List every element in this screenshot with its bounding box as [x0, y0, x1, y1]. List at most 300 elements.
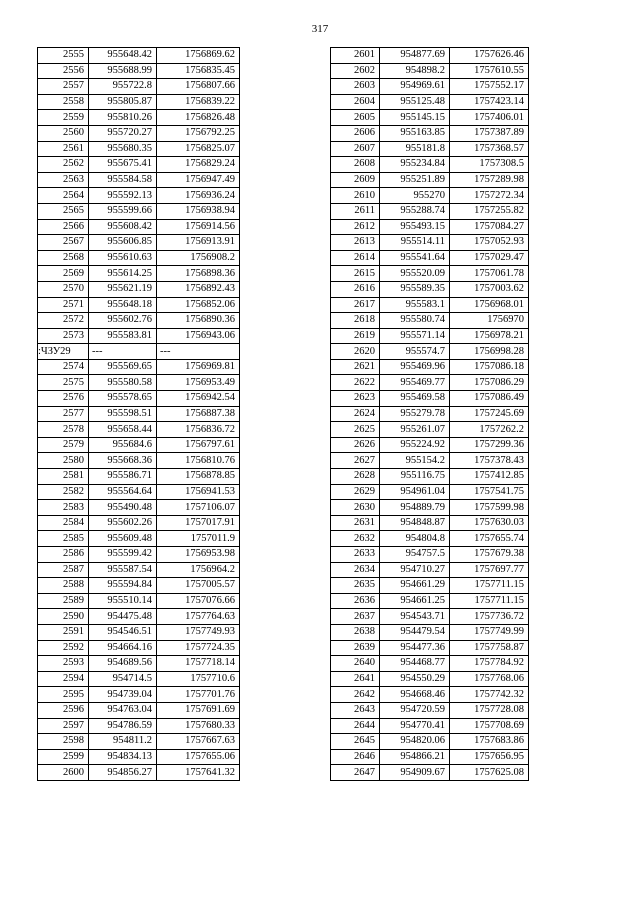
x-coordinate-cell: 954546.51 [89, 624, 157, 640]
x-coordinate-cell: 955145.15 [380, 110, 450, 126]
table-row [38, 687, 240, 703]
y-coordinate-cell: 1757749.99 [450, 624, 529, 640]
y-coordinate-cell: 1756807.66 [157, 79, 240, 95]
x-coordinate-cell: 955688.99 [89, 63, 157, 79]
point-number-cell: 2620 [331, 344, 380, 360]
x-coordinate-cell: 954477.36 [380, 640, 450, 656]
table-row [331, 391, 529, 407]
y-coordinate-cell: 1757697.77 [450, 562, 529, 578]
x-coordinate-cell: 954889.79 [380, 500, 450, 516]
x-coordinate-cell: 955224.92 [380, 437, 450, 453]
table-row [38, 671, 240, 687]
y-coordinate-cell: 1757667.63 [157, 734, 240, 750]
y-coordinate-cell: 1757011.9 [157, 531, 240, 547]
x-coordinate-cell: 955584.58 [89, 172, 157, 188]
point-number-cell: 2639 [331, 640, 380, 656]
point-number-cell: 2616 [331, 281, 380, 297]
x-coordinate-cell: 954668.46 [380, 687, 450, 703]
point-number-cell: 2579 [38, 437, 89, 453]
y-coordinate-cell: 1756936.24 [157, 188, 240, 204]
point-number-cell: 2593 [38, 656, 89, 672]
table-row [331, 484, 529, 500]
y-coordinate-cell: 1756943.06 [157, 328, 240, 344]
point-number-cell: 2565 [38, 203, 89, 219]
y-coordinate-cell: 1757272.34 [450, 188, 529, 204]
point-number-cell: 2601 [331, 48, 380, 64]
y-coordinate-cell: 1757683.86 [450, 734, 529, 750]
point-number-cell: 2647 [331, 765, 380, 781]
x-coordinate-cell: 955510.14 [89, 593, 157, 609]
point-number-cell: 2621 [331, 359, 380, 375]
x-coordinate-cell: 955234.84 [380, 157, 450, 173]
y-coordinate-cell: 1757655.74 [450, 531, 529, 547]
y-coordinate-cell: 1757387.89 [450, 125, 529, 141]
table-row [331, 547, 529, 563]
point-number-cell: 2614 [331, 250, 380, 266]
table-row [38, 515, 240, 531]
x-coordinate-cell: 955181.8 [380, 141, 450, 157]
table-row [38, 656, 240, 672]
point-number-cell: 2556 [38, 63, 89, 79]
table-row [331, 203, 529, 219]
point-number-cell: 2608 [331, 157, 380, 173]
y-coordinate-cell: 1756810.76 [157, 453, 240, 469]
x-coordinate-cell: 955602.76 [89, 313, 157, 329]
point-number-cell: 2602 [331, 63, 380, 79]
y-coordinate-cell: 1756878.85 [157, 469, 240, 485]
point-number-cell: 2577 [38, 406, 89, 422]
table-row [331, 157, 529, 173]
x-coordinate-cell: 955163.85 [380, 125, 450, 141]
table-row [331, 141, 529, 157]
x-coordinate-cell: 955648.42 [89, 48, 157, 64]
point-number-cell: 2587 [38, 562, 89, 578]
x-coordinate-cell: 955684.6 [89, 437, 157, 453]
point-number-cell: 2605 [331, 110, 380, 126]
y-coordinate-cell: 1756908.2 [157, 250, 240, 266]
x-coordinate-cell: 955270 [380, 188, 450, 204]
point-number-cell: 2580 [38, 453, 89, 469]
table-row [38, 328, 240, 344]
table-row [38, 640, 240, 656]
y-coordinate-cell: 1756998.28 [450, 344, 529, 360]
x-coordinate-cell: 955610.63 [89, 250, 157, 266]
section-label-cell: :ЧЗУ29 [38, 344, 89, 360]
table-row [331, 624, 529, 640]
point-number-cell: 2560 [38, 125, 89, 141]
x-coordinate-cell: 955261.07 [380, 422, 450, 438]
point-number-cell: 2625 [331, 422, 380, 438]
point-number-cell: 2559 [38, 110, 89, 126]
point-number-cell: 2631 [331, 515, 380, 531]
y-coordinate-cell: 1757599.98 [450, 500, 529, 516]
y-coordinate-cell: 1757003.62 [450, 281, 529, 297]
table-row [331, 406, 529, 422]
y-coordinate-cell: 1756969.81 [157, 359, 240, 375]
table-row [331, 531, 529, 547]
y-coordinate-cell: 1756898.36 [157, 266, 240, 282]
point-number-cell: 2561 [38, 141, 89, 157]
point-number-cell: 2644 [331, 718, 380, 734]
x-coordinate-cell: 955490.48 [89, 500, 157, 516]
x-coordinate-cell: 955589.35 [380, 281, 450, 297]
x-coordinate-cell: 955583.1 [380, 297, 450, 313]
y-coordinate-cell: 1757086.29 [450, 375, 529, 391]
point-number-cell: 2606 [331, 125, 380, 141]
x-coordinate-cell: 955648.18 [89, 297, 157, 313]
y-coordinate-cell: 1757708.69 [450, 718, 529, 734]
point-number-cell: 2564 [38, 188, 89, 204]
table-row [331, 281, 529, 297]
point-number-cell: 2571 [38, 297, 89, 313]
table-row [38, 125, 240, 141]
y-coordinate-cell: 1757289.98 [450, 172, 529, 188]
y-coordinate-cell: 1757656.95 [450, 749, 529, 765]
x-coordinate-cell: 954468.77 [380, 656, 450, 672]
table-row [38, 469, 240, 485]
x-coordinate-cell: 955805.87 [89, 94, 157, 110]
point-number-cell: 2572 [38, 313, 89, 329]
y-coordinate-cell: 1756941.53 [157, 484, 240, 500]
table-row [331, 235, 529, 251]
table-row [38, 609, 240, 625]
table-row [331, 422, 529, 438]
y-coordinate-cell: 1756826.48 [157, 110, 240, 126]
table-row [38, 94, 240, 110]
table-row [331, 749, 529, 765]
page-number: 317 [311, 23, 329, 35]
x-coordinate-cell: 955586.71 [89, 469, 157, 485]
table-row [331, 266, 529, 282]
y-coordinate-cell: 1756953.49 [157, 375, 240, 391]
y-coordinate-cell: 1757736.72 [450, 609, 529, 625]
point-number-cell: 2595 [38, 687, 89, 703]
y-coordinate-cell: 1757076.66 [157, 593, 240, 609]
y-coordinate-cell: 1757742.32 [450, 687, 529, 703]
table-row [38, 110, 240, 126]
table-row [38, 250, 240, 266]
point-number-cell: 2563 [38, 172, 89, 188]
x-coordinate-cell: 955279.78 [380, 406, 450, 422]
table-row [331, 125, 529, 141]
table-row [38, 172, 240, 188]
point-number-cell: 2610 [331, 188, 380, 204]
y-coordinate-cell: 1756938.94 [157, 203, 240, 219]
point-number-cell: 2599 [38, 749, 89, 765]
table-row [38, 718, 240, 734]
point-number-cell: 2574 [38, 359, 89, 375]
y-coordinate-cell: 1757262.2 [450, 422, 529, 438]
y-coordinate-cell: 1757412.85 [450, 469, 529, 485]
x-coordinate-cell: 954689.56 [89, 656, 157, 672]
point-number-cell: 2600 [38, 765, 89, 781]
x-coordinate-cell: 954770.41 [380, 718, 450, 734]
x-coordinate-cell: 954739.04 [89, 687, 157, 703]
point-number-cell: 2634 [331, 562, 380, 578]
point-number-cell: 2590 [38, 609, 89, 625]
point-number-cell: 2613 [331, 235, 380, 251]
table-row [38, 749, 240, 765]
table-row [38, 406, 240, 422]
y-coordinate-cell: 1756887.38 [157, 406, 240, 422]
x-coordinate-cell: 954856.27 [89, 765, 157, 781]
point-number-cell: 2643 [331, 702, 380, 718]
x-coordinate-cell: 955578.65 [89, 391, 157, 407]
y-coordinate-cell: 1756914.56 [157, 219, 240, 235]
point-number-cell: 2629 [331, 484, 380, 500]
y-coordinate-cell: 1757406.01 [450, 110, 529, 126]
table-row [331, 63, 529, 79]
y-coordinate-cell: 1757245.69 [450, 406, 529, 422]
point-number-cell: 2581 [38, 469, 89, 485]
table-row [331, 297, 529, 313]
point-number-cell: 2626 [331, 437, 380, 453]
point-number-cell: 2630 [331, 500, 380, 516]
point-number-cell: 2615 [331, 266, 380, 282]
y-coordinate-cell: 1757378.43 [450, 453, 529, 469]
table-row [331, 219, 529, 235]
y-coordinate-cell: 1757106.07 [157, 500, 240, 516]
x-coordinate-cell: 954763.04 [89, 702, 157, 718]
x-coordinate-cell: 955658.44 [89, 422, 157, 438]
point-number-cell: 2555 [38, 48, 89, 64]
point-number-cell: 2646 [331, 749, 380, 765]
point-number-cell: 2585 [38, 531, 89, 547]
x-coordinate-cell: 955675.41 [89, 157, 157, 173]
point-number-cell: 2603 [331, 79, 380, 95]
y-coordinate-cell: --- [157, 344, 240, 360]
x-coordinate-cell: 954909.67 [380, 765, 450, 781]
point-number-cell: 2632 [331, 531, 380, 547]
table-row [38, 578, 240, 594]
y-coordinate-cell: 1756892.43 [157, 281, 240, 297]
x-coordinate-cell: 954710.27 [380, 562, 450, 578]
table-row [38, 624, 240, 640]
table-row [331, 656, 529, 672]
table-row [38, 500, 240, 516]
y-coordinate-cell: 1757084.27 [450, 219, 529, 235]
table-row [331, 344, 529, 360]
point-number-cell: 2637 [331, 609, 380, 625]
table-row [331, 718, 529, 734]
x-coordinate-cell: 954834.13 [89, 749, 157, 765]
y-coordinate-cell: 1757255.82 [450, 203, 529, 219]
point-number-cell: 2612 [331, 219, 380, 235]
table-row [38, 157, 240, 173]
y-coordinate-cell: 1757061.78 [450, 266, 529, 282]
y-coordinate-cell: 1756869.62 [157, 48, 240, 64]
point-number-cell: 2562 [38, 157, 89, 173]
point-number-cell: 2584 [38, 515, 89, 531]
y-coordinate-cell: 1757718.14 [157, 656, 240, 672]
point-number-cell: 2591 [38, 624, 89, 640]
table-row [38, 359, 240, 375]
table-row [38, 562, 240, 578]
x-coordinate-cell: 955469.77 [380, 375, 450, 391]
y-coordinate-cell: 1756836.72 [157, 422, 240, 438]
y-coordinate-cell: 1756970 [450, 313, 529, 329]
table-row [331, 640, 529, 656]
table-row [331, 593, 529, 609]
table-row [331, 562, 529, 578]
table-row [38, 188, 240, 204]
x-coordinate-cell: 955125.48 [380, 94, 450, 110]
x-coordinate-cell: 955722.8 [89, 79, 157, 95]
table-row [331, 79, 529, 95]
y-coordinate-cell: 1757758.87 [450, 640, 529, 656]
x-coordinate-cell: 955614.25 [89, 266, 157, 282]
table-row [331, 702, 529, 718]
table-row [331, 188, 529, 204]
point-number-cell: 2573 [38, 328, 89, 344]
x-coordinate-cell: 955469.58 [380, 391, 450, 407]
x-coordinate-cell: 955493.15 [380, 219, 450, 235]
x-coordinate-cell: 955587.54 [89, 562, 157, 578]
x-coordinate-cell: 954820.06 [380, 734, 450, 750]
y-coordinate-cell: 1757630.03 [450, 515, 529, 531]
table-row [38, 219, 240, 235]
table-row [38, 547, 240, 563]
point-number-cell: 2611 [331, 203, 380, 219]
table-row [38, 313, 240, 329]
table-row [38, 63, 240, 79]
table-row [331, 172, 529, 188]
y-coordinate-cell: 1756942.54 [157, 391, 240, 407]
y-coordinate-cell: 1757724.35 [157, 640, 240, 656]
x-coordinate-cell: 954877.69 [380, 48, 450, 64]
point-number-cell: 2619 [331, 328, 380, 344]
point-number-cell: 2589 [38, 593, 89, 609]
x-coordinate-cell: 955599.42 [89, 547, 157, 563]
x-coordinate-cell: 955580.58 [89, 375, 157, 391]
y-coordinate-cell: 1757691.69 [157, 702, 240, 718]
table-row [38, 453, 240, 469]
point-number-cell: 2557 [38, 79, 89, 95]
y-coordinate-cell: 1757299.36 [450, 437, 529, 453]
y-coordinate-cell: 1756797.61 [157, 437, 240, 453]
point-number-cell: 2588 [38, 578, 89, 594]
point-number-cell: 2570 [38, 281, 89, 297]
table-row [38, 734, 240, 750]
point-number-cell: 2623 [331, 391, 380, 407]
y-coordinate-cell: 1756829.24 [157, 157, 240, 173]
x-coordinate-cell: 955520.09 [380, 266, 450, 282]
x-coordinate-cell: 954475.48 [89, 609, 157, 625]
table-row [331, 765, 529, 781]
point-number-cell: 2636 [331, 593, 380, 609]
y-coordinate-cell: 1756835.45 [157, 63, 240, 79]
x-coordinate-cell: 955514.11 [380, 235, 450, 251]
table-row [38, 531, 240, 547]
table-row [331, 687, 529, 703]
y-coordinate-cell: 1757749.93 [157, 624, 240, 640]
point-number-cell: 2583 [38, 500, 89, 516]
table-row [38, 593, 240, 609]
table-row [38, 281, 240, 297]
x-coordinate-cell: 955598.51 [89, 406, 157, 422]
y-coordinate-cell: 1757086.18 [450, 359, 529, 375]
table-row [38, 297, 240, 313]
point-number-cell: 2638 [331, 624, 380, 640]
table-row [38, 203, 240, 219]
x-coordinate-cell: 954898.2 [380, 63, 450, 79]
y-coordinate-cell: 1757029.47 [450, 250, 529, 266]
x-coordinate-cell: 955609.48 [89, 531, 157, 547]
point-number-cell: 2604 [331, 94, 380, 110]
point-number-cell: 2575 [38, 375, 89, 391]
table-row [331, 609, 529, 625]
y-coordinate-cell: 1757610.55 [450, 63, 529, 79]
table-row [38, 79, 240, 95]
y-coordinate-cell: 1756978.21 [450, 328, 529, 344]
point-number-cell: 2576 [38, 391, 89, 407]
point-number-cell: 2640 [331, 656, 380, 672]
y-coordinate-cell: 1757052.93 [450, 235, 529, 251]
point-number-cell: 2569 [38, 266, 89, 282]
y-coordinate-cell: 1756792.25 [157, 125, 240, 141]
point-number-cell: 2607 [331, 141, 380, 157]
table-row [331, 671, 529, 687]
x-coordinate-cell: 955594.84 [89, 578, 157, 594]
table-row [331, 250, 529, 266]
x-coordinate-cell: 954866.21 [380, 749, 450, 765]
table-row [38, 422, 240, 438]
x-coordinate-cell: 954550.29 [380, 671, 450, 687]
table-row [331, 578, 529, 594]
table-row [38, 48, 240, 64]
x-coordinate-cell: 954720.59 [380, 702, 450, 718]
y-coordinate-cell: 1757368.57 [450, 141, 529, 157]
point-number-cell: 2645 [331, 734, 380, 750]
point-number-cell: 2594 [38, 671, 89, 687]
x-coordinate-cell: 955571.14 [380, 328, 450, 344]
table-row [38, 344, 240, 360]
point-number-cell: 2628 [331, 469, 380, 485]
x-coordinate-cell: 955469.96 [380, 359, 450, 375]
x-coordinate-cell: 955574.7 [380, 344, 450, 360]
table-row [38, 235, 240, 251]
y-coordinate-cell: 1756964.2 [157, 562, 240, 578]
table-row [38, 141, 240, 157]
x-coordinate-cell: 955599.66 [89, 203, 157, 219]
point-number-cell: 2578 [38, 422, 89, 438]
table-row [331, 500, 529, 516]
x-coordinate-cell: 954848.87 [380, 515, 450, 531]
y-coordinate-cell: 1757541.75 [450, 484, 529, 500]
table-row [331, 48, 529, 64]
y-coordinate-cell: 1756839.22 [157, 94, 240, 110]
x-coordinate-cell: 955592.13 [89, 188, 157, 204]
y-coordinate-cell: 1756953.98 [157, 547, 240, 563]
y-coordinate-cell: 1757655.06 [157, 749, 240, 765]
table-row [331, 94, 529, 110]
y-coordinate-cell: 1757017.91 [157, 515, 240, 531]
y-coordinate-cell: 1757641.32 [157, 765, 240, 781]
x-coordinate-cell: 955608.42 [89, 219, 157, 235]
y-coordinate-cell: 1757005.57 [157, 578, 240, 594]
point-number-cell: 2586 [38, 547, 89, 563]
x-coordinate-cell: 955680.35 [89, 141, 157, 157]
y-coordinate-cell: 1756913.91 [157, 235, 240, 251]
x-coordinate-cell: 954664.16 [89, 640, 157, 656]
x-coordinate-cell: 955541.64 [380, 250, 450, 266]
x-coordinate-cell: 955580.74 [380, 313, 450, 329]
table-row [331, 453, 529, 469]
point-number-cell: 2618 [331, 313, 380, 329]
point-number-cell: 2627 [331, 453, 380, 469]
y-coordinate-cell: 1756947.49 [157, 172, 240, 188]
x-coordinate-cell: 955564.64 [89, 484, 157, 500]
